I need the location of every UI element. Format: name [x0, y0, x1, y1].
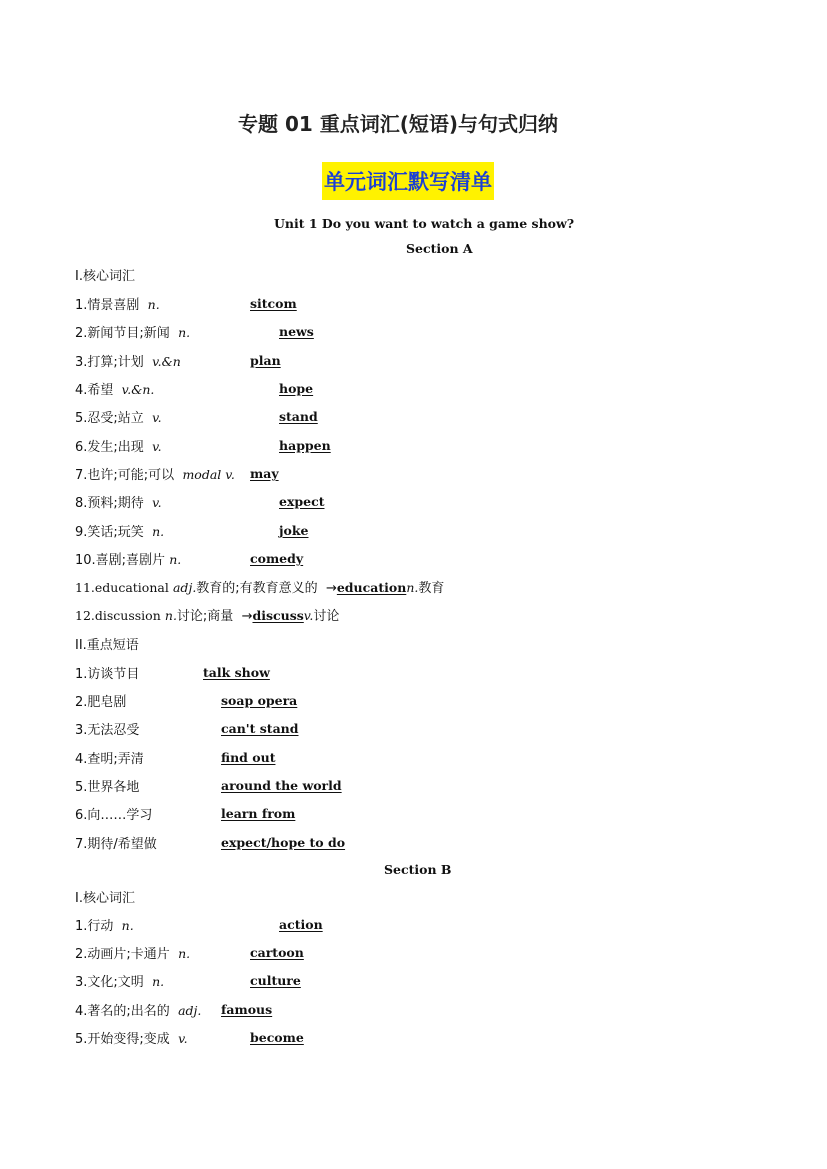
phrase-row: 3.无法忍受 [75, 723, 140, 738]
vocab-answer: hope [279, 381, 314, 396]
phrase-row: 2.肥皂剧 [75, 695, 127, 710]
vocab-answer: famous [221, 1002, 273, 1017]
vocab-answer: happen [279, 438, 331, 453]
vocab-answer: action [279, 917, 323, 932]
arrow-icon: → [325, 581, 337, 596]
phrase-row: 1.访谈节目 [75, 667, 140, 682]
phrase-row: 4.查明;弄清 [75, 752, 144, 767]
vocab-row-11: 11.educational adj.教育的;有教育意义的 →educationn.教育 [75, 580, 445, 596]
vocabulary-list-banner: 单元词汇默写清单 [322, 162, 494, 200]
vocab-answer: plan [250, 353, 281, 368]
vocab-row: 8.预料;期待 v. [75, 495, 162, 511]
phrase-answer: find out [221, 750, 276, 765]
vocab-answer: news [279, 324, 314, 339]
page-title: 专题 01 重点词汇(短语)与句式归纳 [238, 112, 559, 136]
phrase-row: 6.向……学习 [75, 808, 153, 823]
unit-title: Unit 1 Do you want to watch a game show? [274, 216, 575, 231]
phrase-answer: talk show [203, 665, 270, 680]
phrase-answer: can't stand [221, 721, 299, 736]
section-b-core-heading: I.核心词汇 [75, 891, 135, 906]
vocab-answer: culture [250, 973, 301, 988]
vocab-row: 2.新闻节目;新闻 n. [75, 325, 191, 341]
vocab-row: 5.开始变得;变成 v. [75, 1031, 188, 1047]
vocab-row: 3.打算;计划 v.&n [75, 354, 181, 370]
vocab-row: 10.喜剧;喜剧片 n. [75, 552, 182, 568]
vocab-row: 3.文化;文明 n. [75, 974, 165, 990]
vocab-answer: sitcom [250, 296, 297, 311]
vocab-row: 5.忍受;站立 v. [75, 410, 162, 426]
phrase-answer: soap opera [221, 693, 298, 708]
vocab-answer: joke [279, 523, 309, 538]
vocab-row: 1.行动 n. [75, 918, 134, 934]
phrase-row: 5.世界各地 [75, 780, 140, 795]
vocab-answer: stand [279, 409, 318, 424]
phrase-answer: expect/hope to do [221, 835, 346, 850]
vocab-row: 1.情景喜剧 n. [75, 297, 160, 313]
vocab-answer: expect [279, 494, 325, 509]
phrase-answer: around the world [221, 778, 342, 793]
vocab-answer: become [250, 1030, 304, 1045]
section-b-label: Section B [384, 862, 452, 877]
vocab-row: 6.发生;出现 v. [75, 439, 162, 455]
vocab-row: 2.动画片;卡通片 n. [75, 946, 191, 962]
vocab-answer: may [250, 466, 279, 481]
vocab-row: 7.也许;可能;可以 modal v. [75, 467, 235, 483]
arrow-icon: → [241, 609, 253, 624]
vocab-row: 4.希望 v.&n. [75, 382, 155, 398]
vocab-answer: cartoon [250, 945, 304, 960]
vocab-answer: comedy [250, 551, 304, 566]
section-a-phrase-heading: II.重点短语 [75, 638, 139, 653]
vocab-row-12: 12.discussion n.讨论;商量 →discussv.讨论 [75, 608, 340, 624]
phrase-answer: learn from [221, 806, 296, 821]
phrase-row: 7.期待/希望做 [75, 837, 157, 852]
section-a-label: Section A [406, 241, 473, 256]
section-a-core-heading: I.核心词汇 [75, 269, 135, 284]
vocab-row: 9.笑话;玩笑 n. [75, 524, 165, 540]
vocab-row: 4.著名的;出名的 adj. [75, 1003, 202, 1019]
